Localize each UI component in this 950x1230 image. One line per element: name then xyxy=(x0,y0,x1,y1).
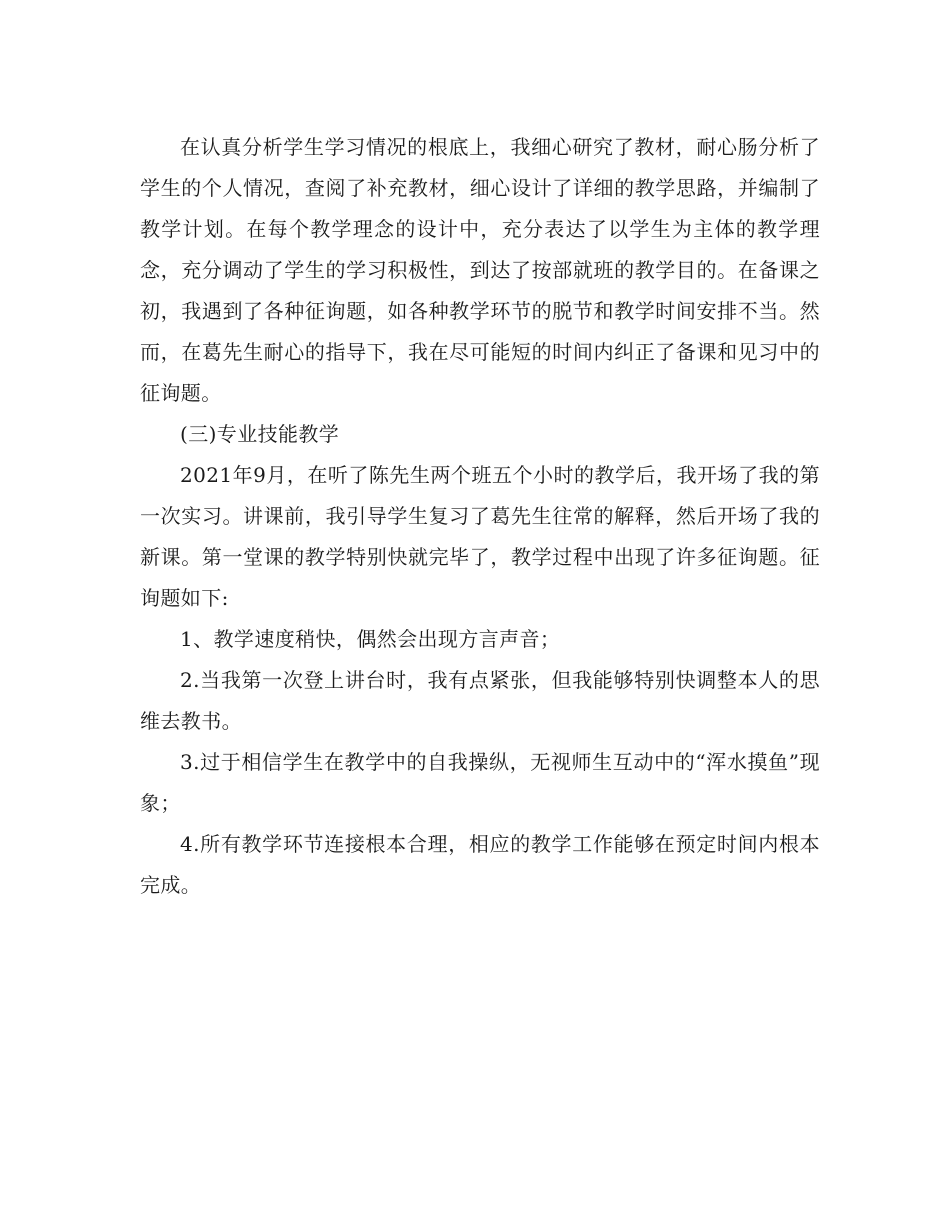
document-body xyxy=(140,127,820,906)
list-item-2: 2.当我第一次登上讲台时，我有点紧张，但我能够特别快调整本人的思维去教书。 xyxy=(140,668,820,733)
section-heading-professional-skills: (三)专业技能教学 xyxy=(180,422,340,446)
paragraph-lesson-preparation: 在认真分析学生学习情况的根底上，我细心研究了教材，耐心肠分析了学生的个人情况，查阅了补充教材，细心设计了详细的教学思路，并编制了教学计划。在每个教学理念的设计中，充分表达了以学生为主体的教学理念，充分调动了学生的学习积极性，到达了按部就班的教学目的。在备课之初，我遇到了各种征询题，如各种教学环节的脱节和教学时间安排不当。然而，在葛先生耐心的指导下，我在尽可能短的时间内纠正了备课和见习中的征询题。 xyxy=(140,135,820,405)
list-item-3: 3.过于相信学生在教学中的自我操纵，无视师生互动中的“浑水摸鱼”现象； xyxy=(140,750,820,815)
list-item-1: 1、教学速度稍快，偶然会出现方言声音； xyxy=(180,627,561,651)
list-item-4: 4.所有教学环节连接根本合理，相应的教学工作能够在预定时间内根本完成。 xyxy=(140,832,820,897)
paragraph-first-internship: 2021年9月，在听了陈先生两个班五个小时的教学后，我开场了我的第一次实习。讲课前，我引导学生复习了葛先生往常的解释，然后开场了我的新课。第一堂课的教学特别快就完毕了，教学过程中出现了许多征询题。征询题如下: xyxy=(140,463,820,610)
